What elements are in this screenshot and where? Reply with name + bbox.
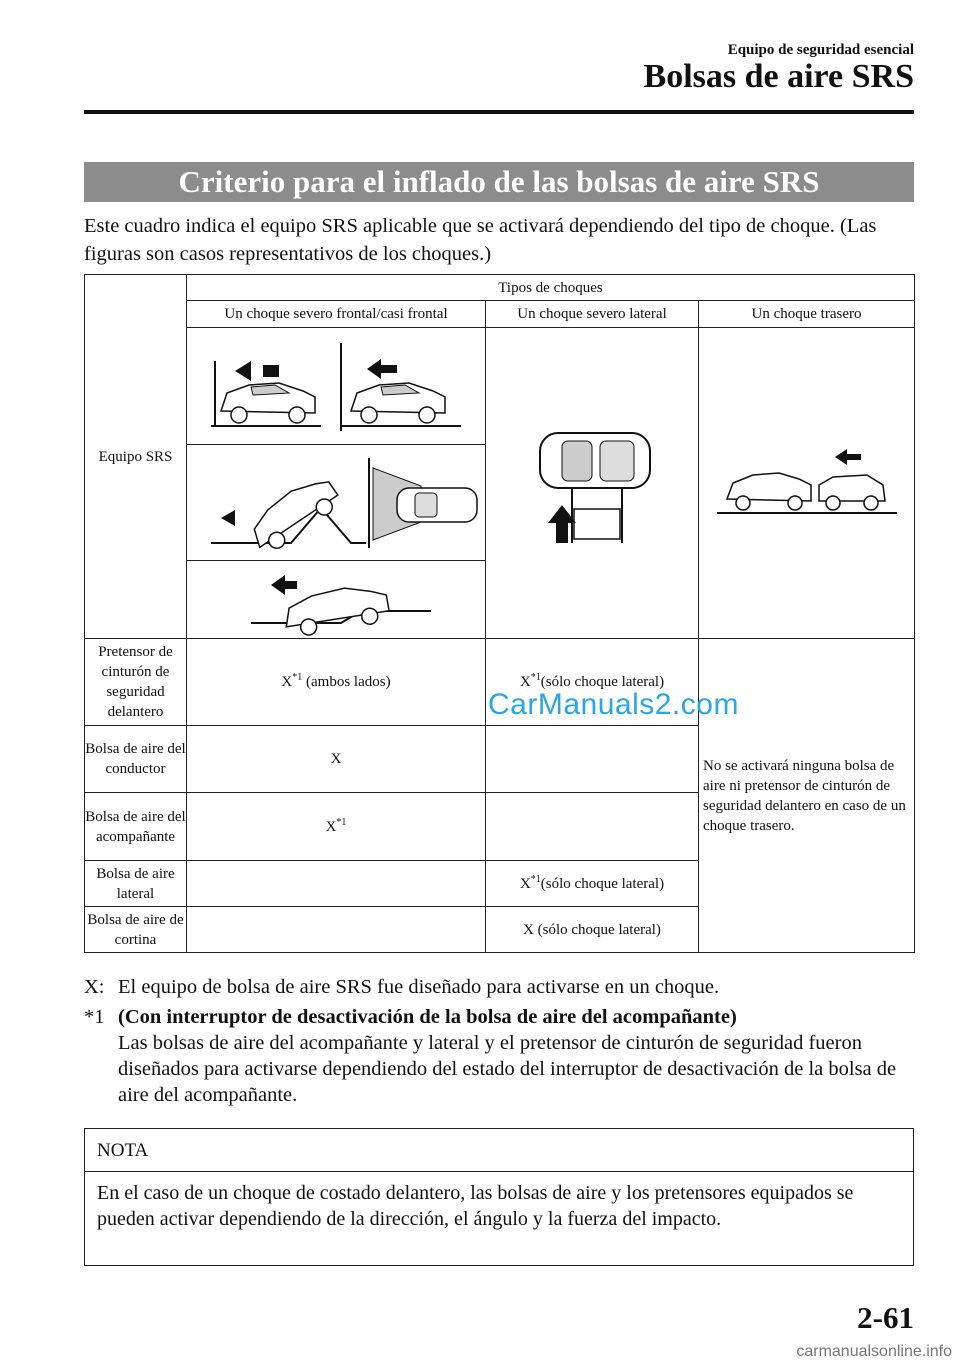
cell-pretensor-frontal — [187, 639, 486, 726]
x-mark: X — [325, 818, 337, 835]
section-heading: Equipo de seguridad esencial — [727, 42, 914, 58]
cell-conductor-lateral — [486, 726, 699, 793]
crash-types-header: Tipos de choques — [187, 275, 915, 301]
footnote-x-mark: X: — [84, 976, 105, 998]
column-header-lateral: Un choque severo lateral — [486, 301, 699, 328]
cell-lateral-lateral — [486, 861, 699, 907]
footer-url[interactable]: carmanualsonline.info — [796, 1343, 952, 1360]
note-title: NOTA — [85, 1129, 913, 1172]
footnote-ref: *1 — [530, 873, 541, 885]
frontal-crash-illustration-2 — [187, 445, 486, 561]
footnote-ref: *1 — [530, 672, 541, 683]
cell-note: (ambos lados) — [302, 674, 391, 690]
row-label-conductor: Bolsa de aire del conductor — [85, 726, 187, 793]
column-header-rear: Un choque trasero — [699, 301, 915, 328]
watermark: CarManuals2.com — [488, 688, 739, 721]
row-label-lateral: Bolsa de aire lateral — [85, 861, 187, 907]
cell-lateral-frontal — [187, 861, 486, 907]
footnote-star1-mark: *1 — [84, 1006, 105, 1028]
x-mark: X — [519, 674, 531, 690]
cell-acompanante-lateral — [486, 793, 699, 861]
column-header-frontal: Un choque severo frontal/casi frontal — [187, 301, 486, 328]
row-label-acompanante: Bolsa de aire del acompañante — [85, 793, 187, 861]
x-mark: X — [281, 674, 293, 690]
footnote-x-text: El equipo de bolsa de aire SRS fue diseñado para activarse en un choque. — [118, 976, 720, 998]
cell-cortina-lateral: X (sólo choque lateral) — [486, 907, 699, 953]
header-rule — [84, 110, 914, 114]
section-banner: Criterio para el inflado de las bolsas de aire SRS — [84, 162, 914, 202]
footnote-ref: *1 — [292, 672, 303, 683]
x-mark: X — [330, 751, 342, 767]
page-title: Bolsas de aire SRS — [643, 58, 914, 95]
footnote-ref: *1 — [336, 816, 347, 828]
srs-criteria-table — [84, 274, 915, 953]
footnote-star1-text: Las bolsas de aire del acompañante y lateral y el pretensor de cinturón de seguridad fueron diseñados para activarse dependiendo del estado del interruptor de desactivación de la bolsa de aire del acompañante. — [118, 1032, 897, 1106]
rear-crash-note: No se activará ninguna bolsa de aire ni pretensor de cinturón de seguridad delantero en caso de un choque trasero. — [699, 639, 915, 953]
table-corner-equipo-srs: Equipo SRS — [85, 275, 187, 639]
cell-note: (sólo choque lateral) — [540, 875, 665, 892]
frontal-crash-illustration-3 — [187, 561, 486, 639]
cell-note: (sólo choque lateral) — [540, 674, 665, 690]
note-box — [84, 1128, 914, 1266]
rear-crash-illustration — [699, 328, 915, 639]
page-number: 2-61 — [857, 1300, 914, 1335]
row-label-cortina: Bolsa de aire de cortina — [85, 907, 187, 953]
frontal-crash-illustration-1 — [187, 328, 486, 445]
cell-cortina-frontal — [187, 907, 486, 953]
footnote-star1 — [84, 1004, 916, 1114]
note-text: En el caso de un choque de costado delantero, las bolsas de aire y los pretensores equipados se pueden activar dependiendo de la dirección, el ángulo y la fuerza del impacto. — [97, 1182, 854, 1230]
footnote-star1-title: (Con interruptor de desactivación de la bolsa de aire del acompañante) — [118, 1006, 737, 1028]
footnote-x — [84, 974, 916, 1000]
intro-paragraph: Este cuadro indica el equipo SRS aplicable que se activará dependiendo del tipo de choque. (Las figuras son casos representativos de los choques.) — [84, 215, 877, 265]
cell-acompanante-frontal — [187, 793, 486, 861]
row-label-pretensor: Pretensor de cinturón de seguridad delantero — [85, 639, 187, 726]
x-mark: X — [519, 875, 531, 892]
lateral-crash-illustration — [486, 328, 699, 639]
cell-conductor-frontal — [187, 726, 486, 793]
